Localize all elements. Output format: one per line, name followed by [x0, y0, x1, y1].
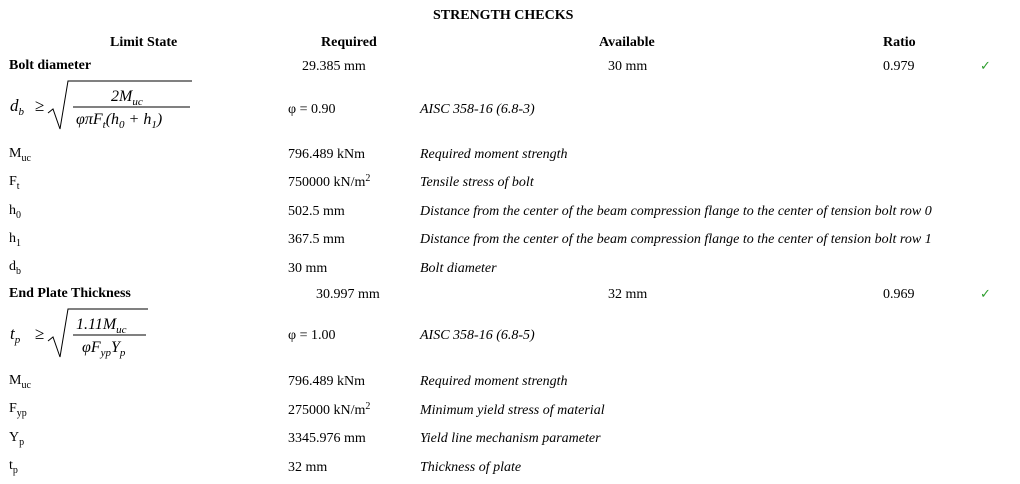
param-symbol: $Y_p$	[9, 430, 25, 448]
plate-ratio-value: 0.969	[883, 287, 915, 302]
param-value: 367.5 mm	[288, 232, 345, 247]
param-symbol: $h_0$	[9, 203, 21, 221]
bolt-available-value: 30 mm	[608, 59, 648, 74]
bolt-ratio-value: 0.979	[883, 59, 915, 74]
plate-phi: φ = 1.00	[288, 328, 336, 343]
bolt-formula-lhs: $d_b$	[10, 96, 24, 118]
checkmark-icon: ✓	[980, 59, 991, 74]
param-symbol: $M_{uc}$	[9, 146, 31, 164]
param-description: Required moment strength	[420, 147, 568, 162]
param-value: 750000 $kN/m^2$	[288, 173, 371, 190]
page-title: STRENGTH CHECKS	[433, 8, 574, 23]
plate-formula-geq: ≥	[35, 324, 45, 343]
header-limit-state: Limit State	[110, 35, 178, 50]
param-symbol: $t_p$	[9, 458, 18, 476]
param-description: Yield line mechanism parameter	[420, 431, 601, 446]
bolt-reference: AISC 358-16 (6.8-3)	[420, 102, 535, 117]
param-value: 796.489 kNm	[288, 374, 365, 389]
param-value: 3345.976 mm	[288, 431, 366, 446]
param-value: 275000 $kN/m^2$	[288, 401, 371, 418]
bolt-phi: φ = 0.90	[288, 102, 336, 117]
param-symbol: $F_t$	[9, 174, 20, 192]
bolt-formula	[8, 77, 203, 133]
plate-available-value: 32 mm	[608, 287, 648, 302]
param-symbol: $M_{uc}$	[9, 373, 31, 391]
plate-formula-numerator: $1.11M_{uc}$	[76, 316, 127, 336]
header-required: Required	[321, 35, 377, 50]
checkmark-icon: ✓	[980, 287, 991, 302]
bolt-formula-geq: ≥	[35, 96, 45, 115]
param-symbol: $d_b$	[9, 259, 21, 277]
param-symbol: $h_1$	[9, 231, 21, 249]
param-description: Bolt diameter	[420, 261, 497, 276]
bolt-required-value: 29.385 mm	[302, 59, 366, 74]
plate-reference: AISC 358-16 (6.8-5)	[420, 328, 535, 343]
param-description: Distance from the center of the beam compression flange to the center of tension bolt row 1	[420, 232, 932, 247]
param-description: Tensile stress of bolt	[420, 175, 534, 190]
param-description: Distance from the center of the beam compression flange to the center of tension bolt row 0	[420, 204, 932, 219]
param-description: Thickness of plate	[420, 460, 522, 475]
bolt-diameter-label: Bolt diameter	[9, 58, 92, 73]
param-symbol: $F_{yp}$	[9, 401, 27, 419]
header-available: Available	[599, 35, 655, 50]
param-value: 30 mm	[288, 261, 328, 276]
bolt-formula-denominator: $\varphi\pi F_t(h_0 + h_1)$	[76, 111, 163, 131]
plate-required-value: 30.997 mm	[316, 287, 380, 302]
param-value: 796.489 kNm	[288, 147, 365, 162]
plate-formula	[8, 305, 153, 361]
plate-formula-denominator: $\varphi F_{yp}Y_p$	[82, 339, 126, 359]
plate-formula-lhs: $t_p$	[10, 324, 21, 346]
param-description: Required moment strength	[420, 374, 568, 389]
param-value: 502.5 mm	[288, 204, 345, 219]
header-ratio: Ratio	[883, 35, 916, 50]
param-value: 32 mm	[288, 460, 328, 475]
param-description: Minimum yield stress of material	[420, 403, 605, 418]
end-plate-thickness-label: End Plate Thickness	[9, 286, 131, 301]
bolt-formula-numerator: $2M_{uc}$	[111, 88, 143, 108]
